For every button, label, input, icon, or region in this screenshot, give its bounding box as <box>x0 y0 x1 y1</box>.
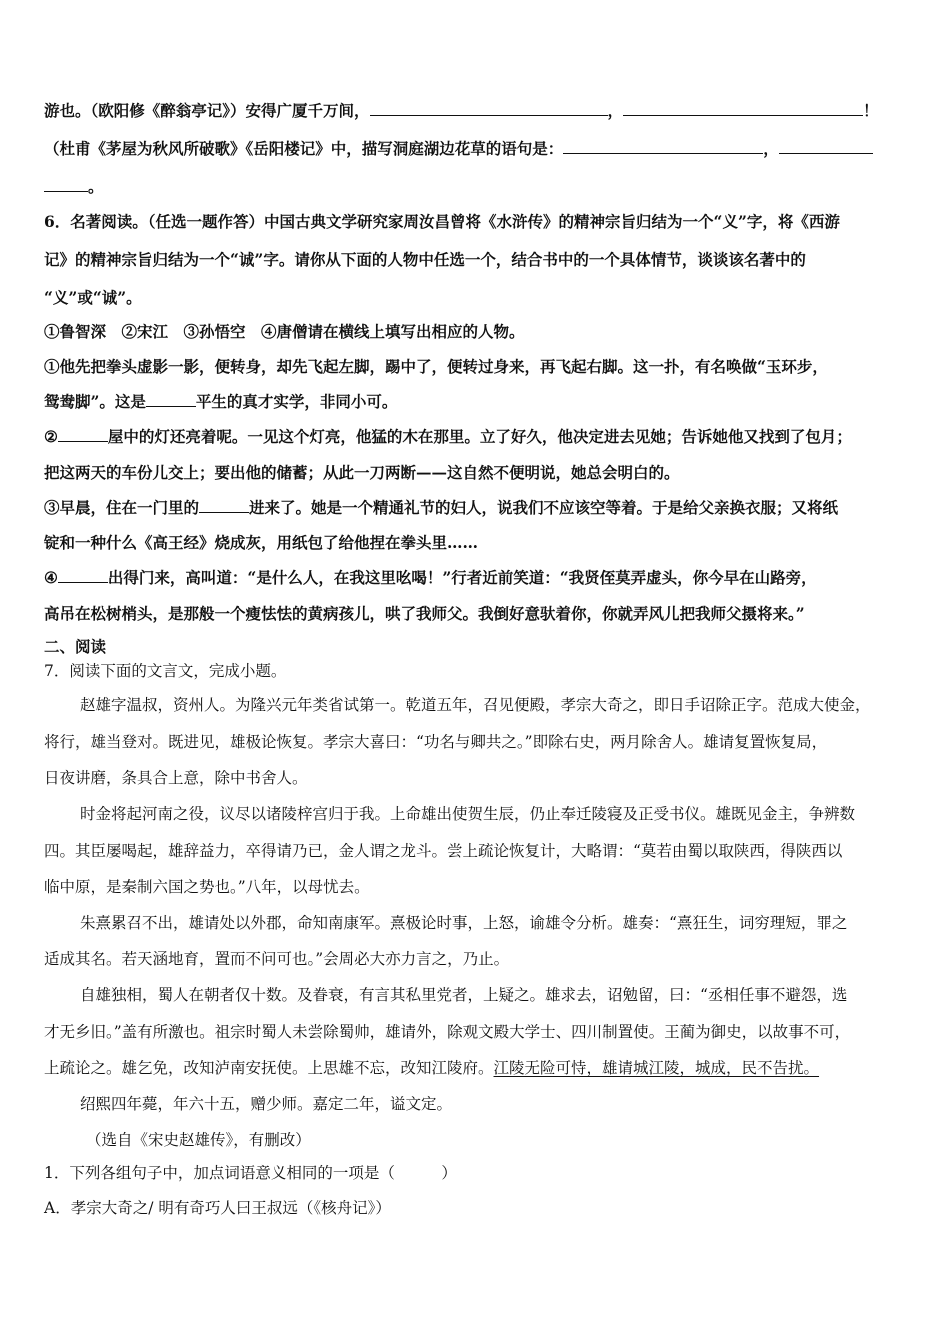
passage-para-1-line-2: 将行，雄当登对。既进见，雄极论恢复。孝宗大喜曰：“功名与卿共之。”即除右史，两月除舍人。雄请复置恢复局， <box>44 733 828 751</box>
q6-text: 进来了。她是一个精通礼节的妇人，说我们不应该空等着。于是给父亲换衣服；又将纸 <box>249 498 839 517</box>
question-1-option-a: A．孝宗大奇之/ 明有奇巧人曰王叔远（《核舟记》） <box>44 1199 391 1217</box>
q6-options: ①鲁智深 ②宋江 ③孙悟空 ④唐僧请在横线上填写出相应的人物。 <box>44 322 525 341</box>
question-1: 1．下列各组句子中，加点词语意义相同的一项是（ ） <box>44 1164 457 1182</box>
q5-text: 。 <box>88 177 104 196</box>
q6-passage-4-line-2: 高吊在松树梢头，是那般一个瘦怯怯的黄病孩儿，哄了我师父。我倒好意驮着你，你就弄风儿把我师父摄将来。” <box>44 604 805 623</box>
answer-blank[interactable] <box>370 100 608 116</box>
q6-passage-1-line-1: ①他先把拳头虚影一影，便转身，却先飞起左脚，踢中了，便转过身来，再飞起右脚。这一扑，有名唤做“玉环步， <box>44 357 828 376</box>
answer-blank[interactable] <box>563 138 763 154</box>
passage-para-3-line-1: 朱熹累召不出，雄请处以外郡，命知南康军。熹极论时事，上怒，谕雄令分析。雄奏：“熹狂生，词穷理短，罪之 <box>80 914 848 932</box>
passage-source: （选自《宋史赵雄传》，有删改） <box>86 1131 311 1149</box>
passage-para-4-line-1: 自雄独相，蜀人在朝者仅十数。及眷衰，有言其私里党者，上疑之。雄求去，诏勉留，曰：“丞相任事不避怨，选 <box>80 986 848 1004</box>
passage-text: 上疏论之。雄乞免，改知泸南安抚使。上思雄不忘，改知江陵府。 <box>44 1059 494 1077</box>
q6-passage-2-line-2: 把这两天的车份儿交上；要出他的储蓄；从此一刀两断——这自然不便明说，她总会明白的。 <box>44 463 680 482</box>
q5-text: 游也。（欧阳修《醉翁亭记》）安得广厦千万间， <box>44 101 370 120</box>
passage-para-4-line-3 <box>44 1057 906 1079</box>
q6-intro-2: 记》的精神宗旨归结为一个“诚”字。请你从下面的人物中任选一个，结合书中的一个具体情节，谈谈该名著中的 <box>44 250 806 269</box>
answer-blank[interactable] <box>779 138 873 154</box>
answer-blank[interactable] <box>146 391 196 407</box>
q5-text: ， <box>763 139 779 158</box>
q5-text: （杜甫《茅屋为秋风所破歌》《岳阳楼记》中，描写洞庭湖边花草的语句是： <box>44 139 564 158</box>
q6-text: 出得门来，高叫道：“是什么人，在我这里吆喝！”行者近前笑道：“我贤侄莫弄虚头，你今早在山路旁， <box>107 568 817 587</box>
passage-para-4-line-2: 才无乡旧。”盖有所激也。祖宗时蜀人未尝除蜀帅，雄请外，除观文殿大学士、四川制置使。王蔺为御史，以故事不可， <box>44 1023 851 1041</box>
underlined-sentence: 江陵无险可恃，雄请城江陵，城成，民不告扰。 <box>493 1059 820 1077</box>
q7-instruction: 7．阅读下面的文言文，完成小题。 <box>44 662 287 680</box>
section-title: 二、阅读 <box>44 637 107 656</box>
q5-line-3 <box>44 176 906 198</box>
q6-text: ④ <box>44 568 58 587</box>
q6-passage-3-line-2: 锭和一种什么《高王经》烧成灰，用纸包了给他捏在拳头里…… <box>44 533 479 552</box>
passage-para-3-line-2: 适成其名。若天涵地育，置而不问可也。”会周必大亦力言之，乃止。 <box>44 950 510 968</box>
q6-text: ② <box>44 427 58 446</box>
q6-intro-1: 6．名著阅读。（任选一题作答）中国古典文学研究家周汝昌曾将《水浒传》的精神宗旨归结为一个“义”字，将《西游 <box>44 212 840 231</box>
passage-para-1-line-3: 日夜讲磨，条具合上意，除中书舍人。 <box>44 769 308 787</box>
q6-passage-2-line-1 <box>44 426 906 448</box>
q5-line-1 <box>44 100 906 122</box>
q6-text: ③早晨，住在一门里的 <box>44 498 200 517</box>
answer-blank[interactable] <box>623 100 863 116</box>
answer-blank[interactable] <box>58 567 108 583</box>
q6-text: 屋中的灯还亮着呢。一见这个灯亮，他猛的木在那里。立了好久，他决定进去见她；告诉她他又找到了包月； <box>107 427 852 446</box>
answer-blank[interactable] <box>199 497 249 513</box>
q6-passage-4-line-1 <box>44 567 906 589</box>
q6-intro-3: “义”或“诚”。 <box>44 288 142 307</box>
answer-blank[interactable] <box>58 426 108 442</box>
q6-text: 平生的真才实学，非同小可。 <box>195 392 398 411</box>
passage-para-2-line-3: 临中原，是秦制六国之势也。”八年，以母忧去。 <box>44 878 370 896</box>
q5-text: ， <box>607 101 624 120</box>
q5-text: ！ <box>863 101 879 120</box>
q6-passage-3-line-1 <box>44 497 906 519</box>
passage-para-2-line-2: 四。其臣屡喝起，雄辞益力，卒得请乃已，金人谓之龙斗。尝上疏论恢复计，大略谓：“莫若由蜀以取陕西，得陕西以 <box>44 842 843 860</box>
answer-blank[interactable] <box>44 176 88 192</box>
passage-para-5: 绍熙四年薨，年六十五，赠少师。嘉定二年，谥文定。 <box>80 1095 453 1113</box>
q5-line-2 <box>44 138 906 160</box>
passage-para-2-line-1: 时金将起河南之役，议尽以诸陵梓宫归于我。上命雄出使贺生辰，仍止奉迁陵寝及正受书仪。雄既见金主，争辨数 <box>80 805 856 823</box>
q6-passage-1-line-2 <box>44 391 906 413</box>
passage-para-1-line-1: 赵雄字温叔，资州人。为隆兴元年类省试第一。乾道五年，召见便殿，孝宗大奇之，即日手诏除正字。范成大使金， <box>80 696 871 714</box>
q6-text: 鸳鸯脚”。这是 <box>44 392 146 411</box>
